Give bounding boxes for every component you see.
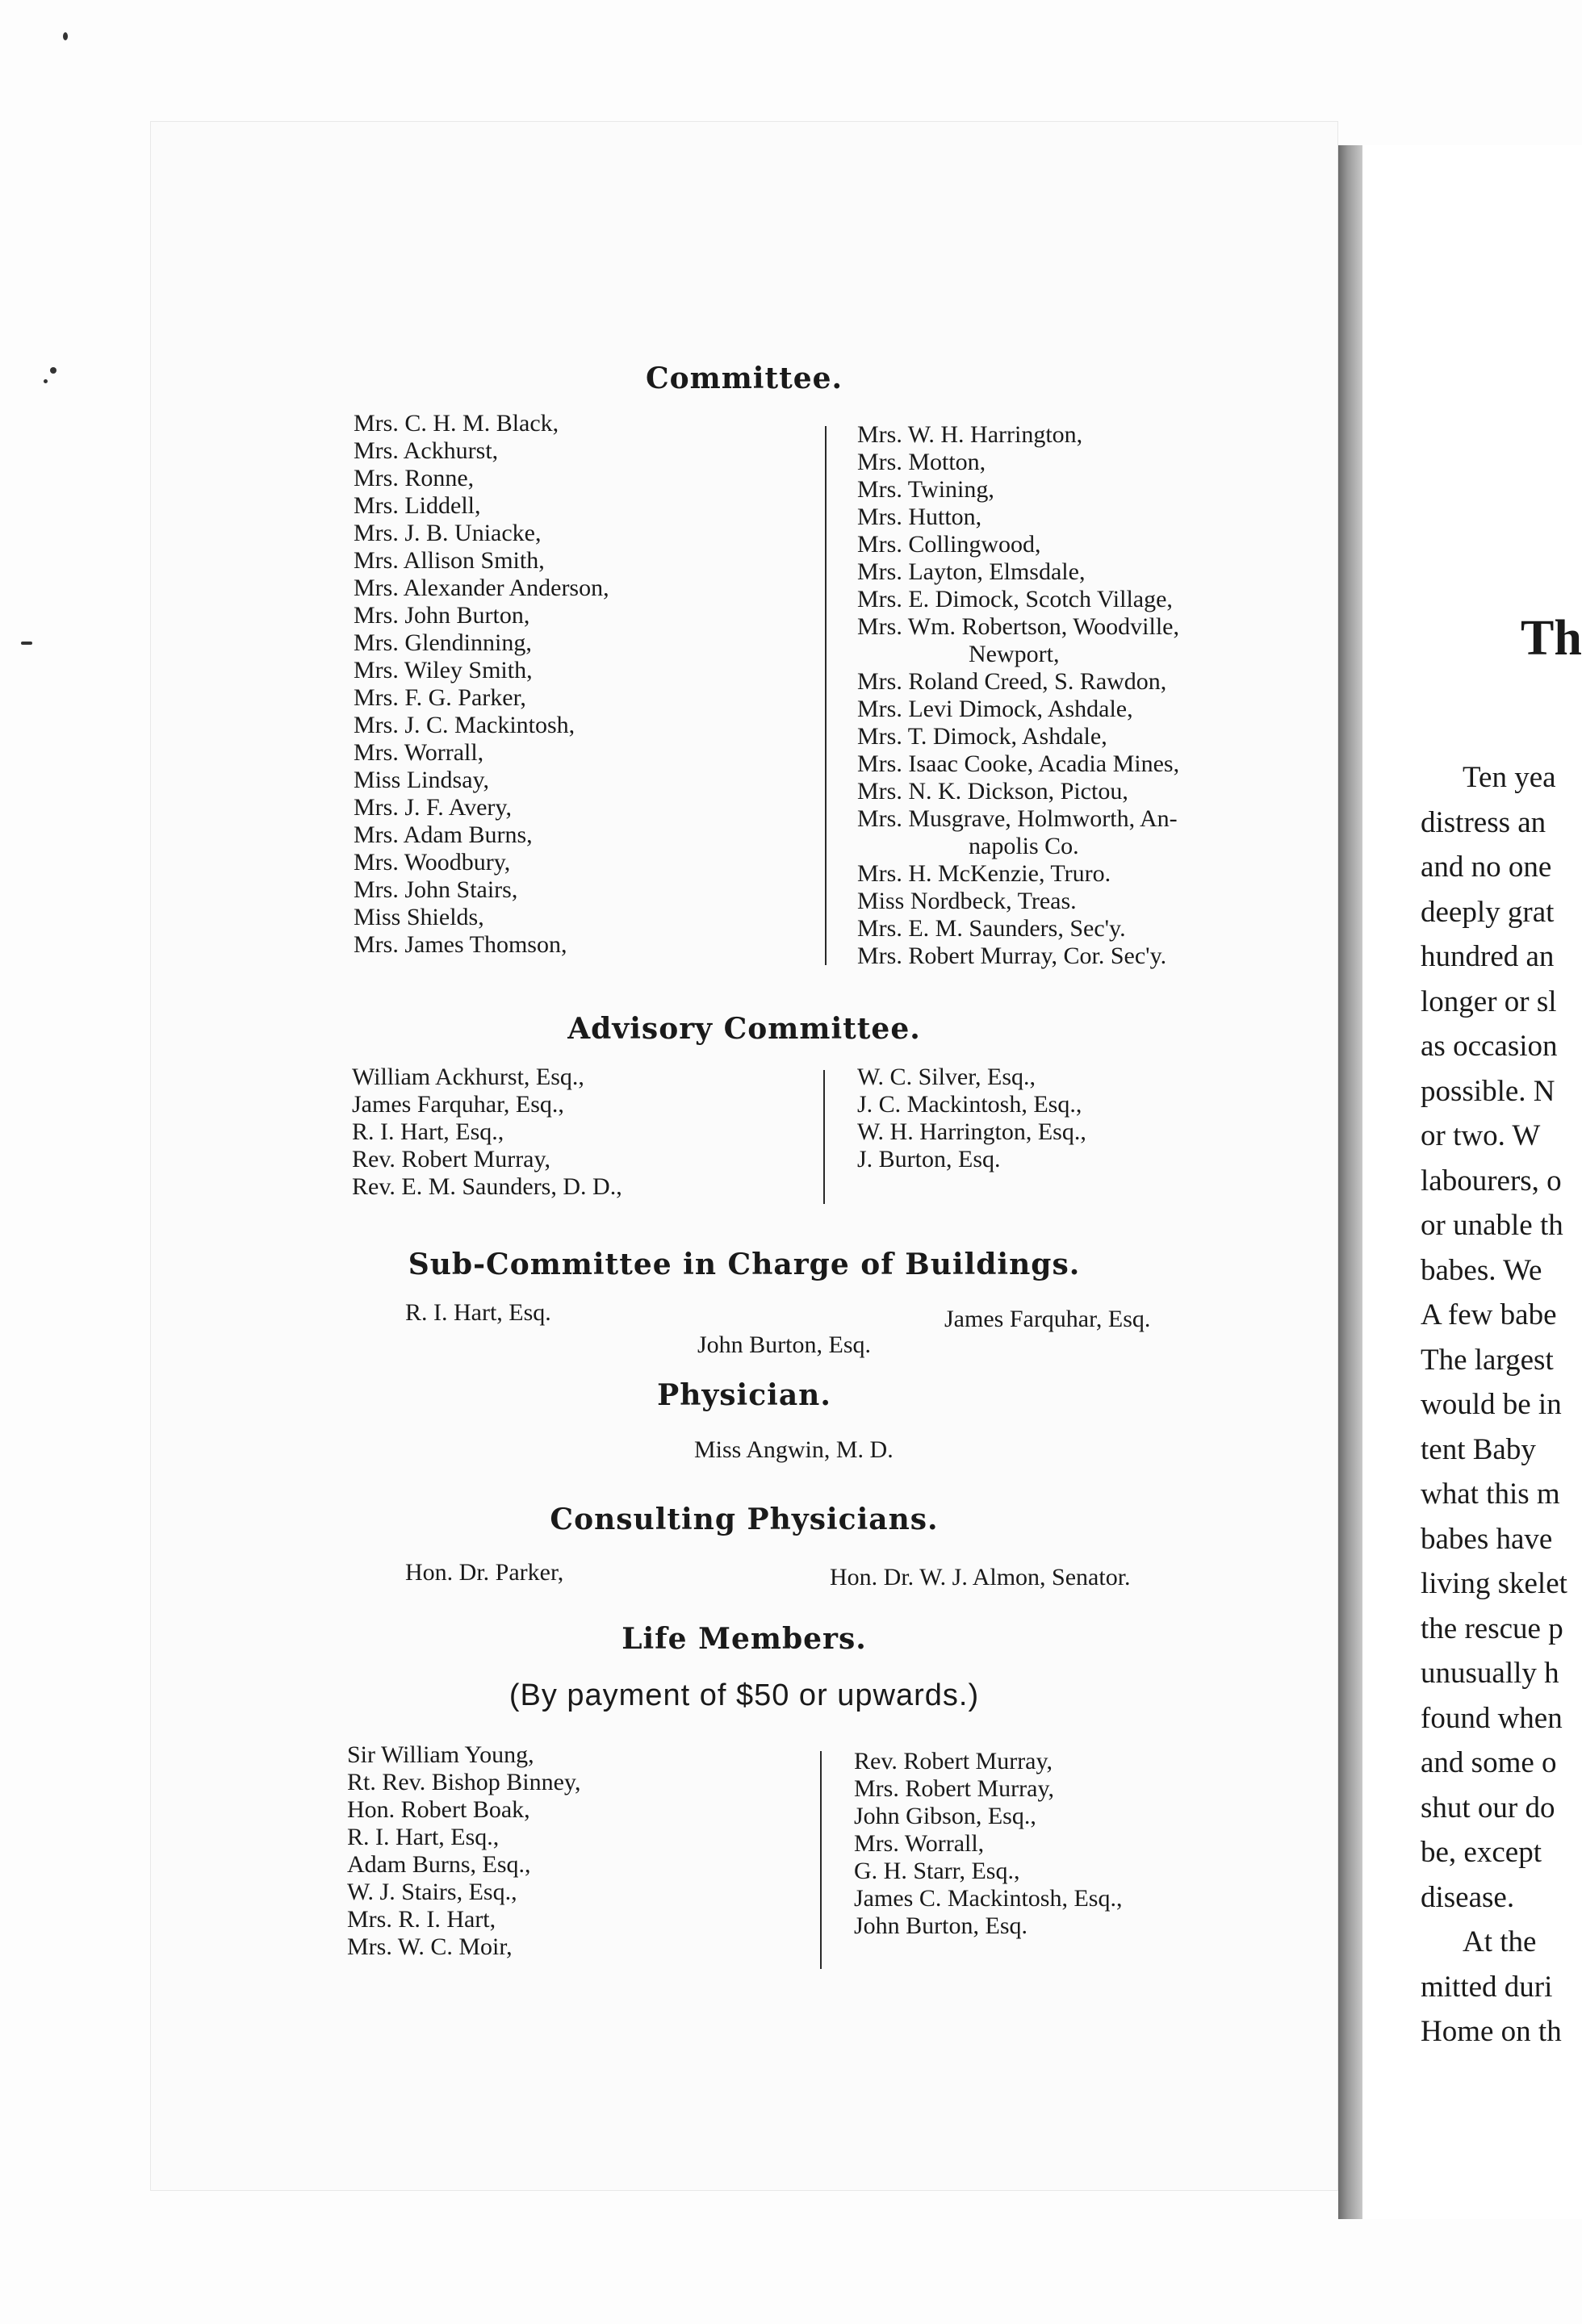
list-item: Mrs. Adam Burns,: [354, 821, 533, 848]
body-text-line: babes. We: [1421, 1253, 1542, 1287]
list-item: Mrs. Alexander Anderson,: [354, 575, 609, 601]
list-item: Mrs. Liddell,: [354, 492, 481, 519]
body-text-line: the rescue p: [1421, 1611, 1563, 1645]
body-text-line: or unable th: [1421, 1209, 1563, 1242]
list-item: Mrs. J. F. Avery,: [354, 794, 512, 821]
list-item: R. I. Hart, Esq.,: [347, 1824, 500, 1850]
consulting-left: Hon. Dr. Parker,: [405, 1559, 564, 1586]
list-item: Rt. Rev. Bishop Binney,: [347, 1769, 581, 1795]
list-item: Sir William Young,: [347, 1741, 534, 1768]
list-item: Mrs. E. M. Saunders, Sec'y.: [857, 915, 1126, 942]
life-members-heading: Life Members.: [622, 1622, 867, 1656]
list-item: James Farquhar, Esq.,: [352, 1091, 564, 1118]
consulting-heading: Consulting Physicians.: [550, 1503, 939, 1536]
body-text-line: labourers, o: [1421, 1164, 1562, 1198]
list-item: Mrs. Robert Murray, Cor. Sec'y.: [857, 943, 1167, 969]
body-text-line: distress an: [1421, 805, 1546, 839]
body-text-line: and no one: [1421, 851, 1552, 884]
body-text-line: possible. N: [1421, 1074, 1555, 1108]
body-text-line: hundred an: [1421, 940, 1555, 973]
list-item: Hon. Robert Boak,: [347, 1796, 530, 1823]
advisory-right-column: [857, 1064, 1086, 1173]
list-item: Mrs. Robert Murray,: [854, 1775, 1055, 1802]
scan-speck: [44, 379, 48, 383]
list-item: Mrs. Layton, Elmsdale,: [857, 558, 1086, 585]
column-divider: [825, 426, 827, 965]
list-item: Mrs. Glendinning,: [354, 629, 532, 656]
list-item: Rev. Robert Murray,: [352, 1146, 551, 1172]
list-item: Mrs. H. McKenzie, Truro.: [857, 860, 1111, 887]
body-text-line: deeply grat: [1421, 895, 1555, 929]
body-text-line: would be in: [1421, 1388, 1562, 1421]
body-text-line: mitted duri: [1421, 1970, 1553, 2004]
list-item: Mrs. Wm. Robertson, Woodville,: [857, 613, 1179, 640]
list-item: Mrs. Ronne,: [354, 465, 475, 491]
list-item: Mrs. Musgrave, Holmworth, An-: [857, 805, 1178, 832]
list-item: John Burton, Esq.: [854, 1912, 1028, 1939]
body-text-line: babes have: [1421, 1522, 1553, 1556]
list-item: Miss Nordbeck, Treas.: [857, 888, 1077, 914]
list-item: Mrs. Collingwood,: [857, 531, 1041, 558]
list-item: Mrs. Wiley Smith,: [354, 657, 533, 683]
subcommittee-right: James Farquhar, Esq.: [944, 1306, 1151, 1332]
list-item: Mrs. Roland Creed, S. Rawdon,: [857, 668, 1167, 695]
column-divider: [820, 1751, 822, 1969]
list-item: J. Burton, Esq.: [857, 1146, 1001, 1172]
body-text-line: At the: [1463, 1925, 1537, 1958]
list-item: Miss Lindsay,: [354, 767, 490, 793]
body-text-line: A few babe: [1421, 1298, 1557, 1331]
list-item: Mrs. N. K. Dickson, Pictou,: [857, 778, 1128, 805]
advisory-left-column: [352, 1064, 622, 1201]
list-item: Newport,: [969, 641, 1060, 667]
consulting-right: Hon. Dr. W. J. Almon, Senator.: [830, 1564, 1131, 1590]
list-item: Mrs. Isaac Cooke, Acadia Mines,: [857, 750, 1180, 777]
list-item: Mrs. Worrall,: [354, 739, 484, 766]
life-members-right-column: [854, 1748, 1122, 1940]
list-item: G. H. Starr, Esq.,: [854, 1858, 1020, 1884]
list-item: Mrs. Ackhurst,: [354, 437, 499, 464]
physician-heading: Physician.: [657, 1378, 831, 1412]
body-text-line: tent Baby: [1421, 1432, 1536, 1466]
body-text-line: or two. W: [1421, 1119, 1541, 1152]
life-members-subheading: (By payment of $50 or upwards.): [508, 1678, 980, 1712]
body-text-line: The largest: [1421, 1343, 1554, 1377]
body-text-line: disease.: [1421, 1880, 1515, 1914]
body-text-line: longer or sl: [1421, 984, 1557, 1018]
life-members-left-column: [347, 1741, 580, 1961]
body-text-line: and some o: [1421, 1746, 1557, 1779]
list-item: Mrs. Twining,: [857, 476, 994, 503]
list-item: Rev. Robert Murray,: [854, 1748, 1053, 1774]
list-item: Rev. E. M. Saunders, D. D.,: [352, 1173, 622, 1200]
list-item: Mrs. John Burton,: [354, 602, 530, 629]
list-item: Mrs. James Thomson,: [354, 931, 567, 958]
list-item: Mrs. W. H. Harrington,: [857, 421, 1083, 448]
list-item: Mrs. E. Dimock, Scotch Village,: [857, 586, 1173, 612]
subcommittee-heading: Sub-Committee in Charge of Buildings.: [408, 1248, 1081, 1281]
column-divider: [823, 1070, 825, 1204]
body-text-line: living skelet: [1421, 1567, 1567, 1600]
body-text-line: found when: [1421, 1701, 1563, 1735]
scan-speck: [50, 367, 56, 374]
list-item: Mrs. F. G. Parker,: [354, 684, 526, 711]
page-gutter: [1338, 145, 1362, 2219]
list-item: J. C. Mackintosh, Esq.,: [857, 1091, 1082, 1118]
list-item: Mrs. J. C. Mackintosh,: [354, 712, 575, 738]
right-page-title-fragment: Th: [1521, 611, 1582, 666]
list-item: napolis Co.: [969, 833, 1079, 859]
body-text-line: as occasion: [1421, 1030, 1558, 1063]
committee-left-column: [354, 410, 609, 959]
list-item: Mrs. Levi Dimock, Ashdale,: [857, 696, 1133, 722]
list-item: Adam Burns, Esq.,: [347, 1851, 531, 1878]
list-item: Mrs. Hutton,: [857, 504, 982, 530]
list-item: Mrs. J. B. Uniacke,: [354, 520, 542, 546]
subcommittee-left: R. I. Hart, Esq.: [405, 1299, 551, 1326]
list-item: Mrs. W. C. Moir,: [347, 1933, 513, 1960]
body-text-line: what this m: [1421, 1478, 1560, 1511]
list-item: Mrs. Allison Smith,: [354, 547, 545, 574]
list-item: Miss Shields,: [354, 904, 484, 930]
list-item: W. J. Stairs, Esq.,: [347, 1879, 517, 1905]
subcommittee-center: John Burton, Esq.: [697, 1331, 872, 1358]
list-item: W. H. Harrington, Esq.,: [857, 1118, 1086, 1145]
body-text-line: shut our do: [1421, 1791, 1555, 1825]
advisory-heading: Advisory Committee.: [567, 1012, 921, 1046]
list-item: Mrs. C. H. M. Black,: [354, 410, 559, 437]
list-item: John Gibson, Esq.,: [854, 1803, 1036, 1829]
body-text-line: unusually h: [1421, 1657, 1559, 1690]
list-item: Mrs. Woodbury,: [354, 849, 511, 876]
list-item: James C. Mackintosh, Esq.,: [854, 1885, 1123, 1912]
committee-heading: Committee.: [645, 362, 843, 395]
committee-right-column: [857, 421, 1179, 970]
list-item: R. I. Hart, Esq.,: [352, 1118, 504, 1145]
list-item: Mrs. T. Dimock, Ashdale,: [857, 723, 1107, 750]
scan-speck: [63, 32, 68, 40]
list-item: Mrs. R. I. Hart,: [347, 1906, 496, 1933]
list-item: Mrs. Motton,: [857, 449, 986, 475]
body-text-line: Home on th: [1421, 2015, 1562, 2048]
scan-speck: [21, 642, 32, 645]
list-item: William Ackhurst, Esq.,: [352, 1064, 584, 1090]
list-item: W. C. Silver, Esq.,: [857, 1064, 1036, 1090]
physician-name: Miss Angwin, M. D.: [694, 1436, 894, 1463]
body-text-line: be, except: [1421, 1836, 1542, 1869]
list-item: Mrs. Worrall,: [854, 1830, 985, 1857]
body-text-line: Ten yea: [1463, 761, 1556, 794]
list-item: Mrs. John Stairs,: [354, 876, 518, 903]
